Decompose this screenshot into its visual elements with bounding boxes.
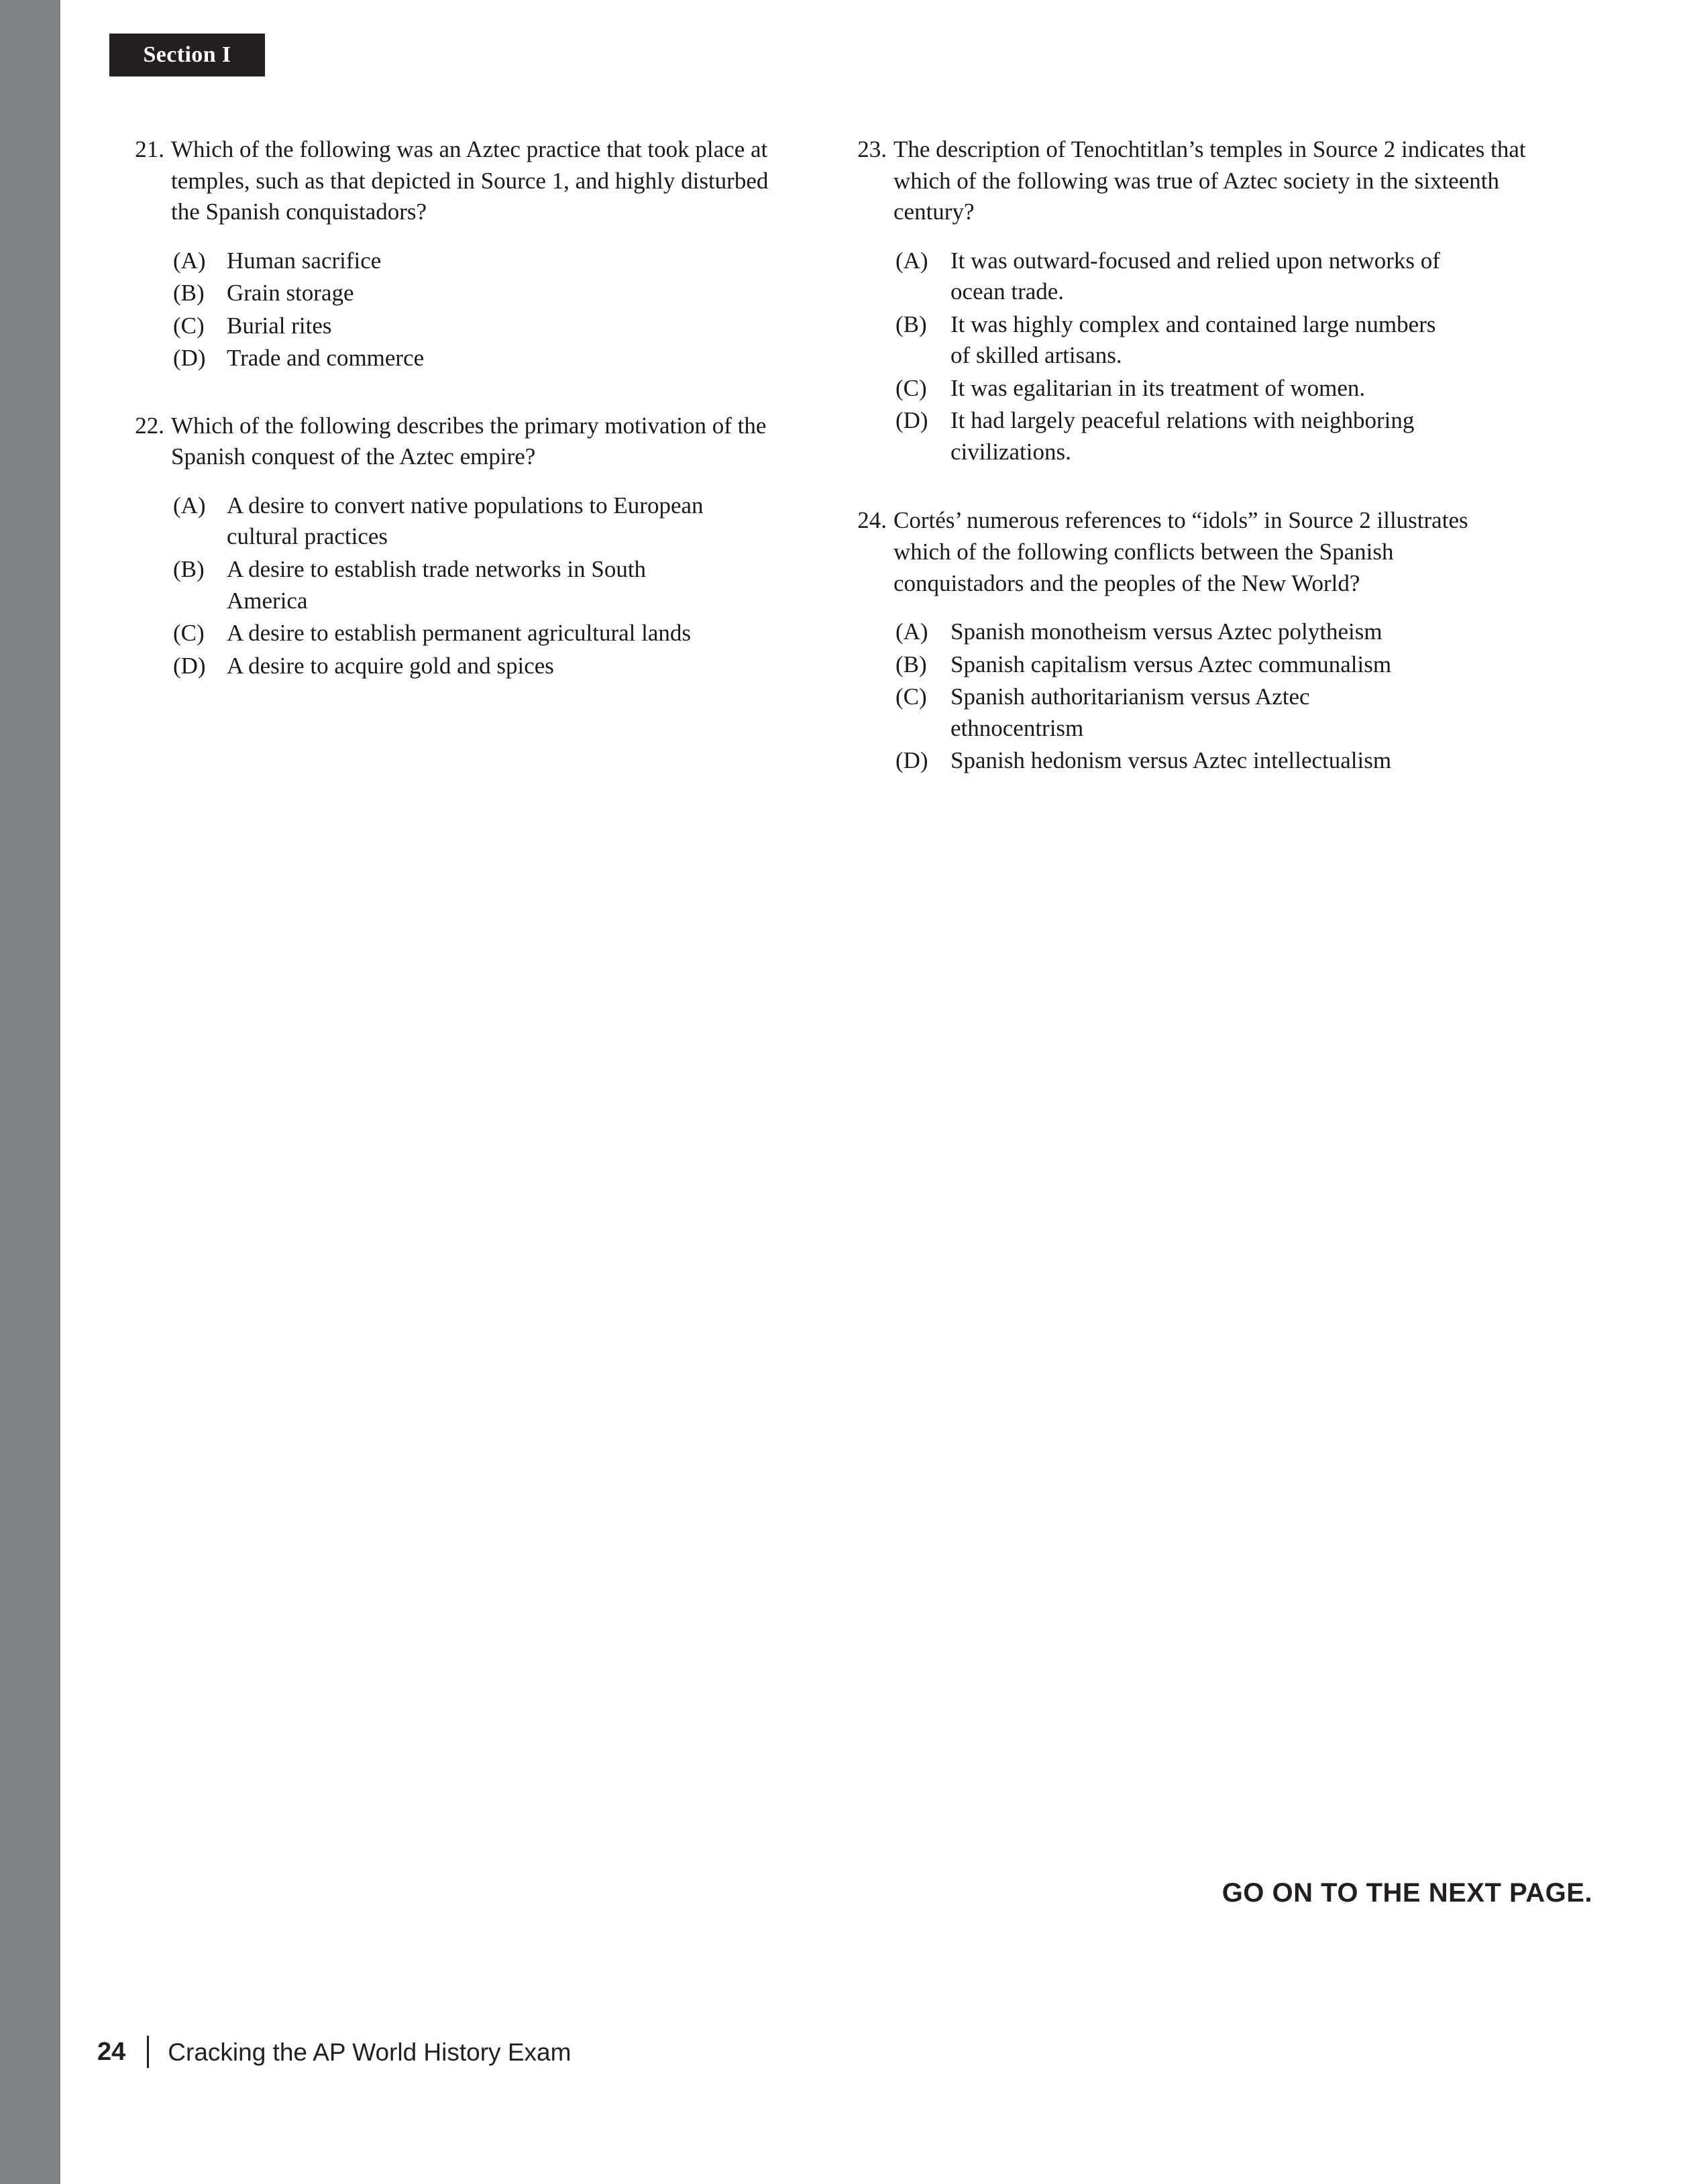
option-text: Spanish capitalism versus Aztec communalism xyxy=(951,651,1392,677)
answer-option[interactable] xyxy=(895,649,1526,681)
answer-option[interactable] xyxy=(895,681,1526,744)
answer-option[interactable] xyxy=(173,618,797,649)
option-letter: (D) xyxy=(173,652,206,679)
question-stem-text: Cortés’ numerous references to “idols” in Source 2 illustrates which of the following conflicts between the Spanish conquistadors and the peoples of the New World? xyxy=(893,507,1468,596)
option-letter: (A) xyxy=(895,618,928,645)
question-stem-text: The description of Tenochtitlan’s temples in Source 2 indicates that which of the following was true of Aztec society in the sixteenth century? xyxy=(893,136,1526,225)
question-23 xyxy=(849,134,1526,468)
option-text: It was outward-focused and relied upon networks of xyxy=(951,247,1440,274)
option-text-continuation: America xyxy=(227,587,308,614)
option-letter: (B) xyxy=(173,280,205,307)
option-text: Human sacrifice xyxy=(227,247,382,274)
question-number: 22. xyxy=(135,412,164,439)
option-text: It was highly complex and contained large numbers xyxy=(951,311,1436,337)
option-text: It was egalitarian in its treatment of women. xyxy=(951,374,1366,401)
answer-option[interactable] xyxy=(895,245,1526,308)
section-header-tab xyxy=(109,34,265,76)
question-stem xyxy=(126,411,797,473)
footer-divider-rule xyxy=(147,2036,149,2068)
option-text: Trade and commerce xyxy=(227,345,425,372)
option-letter: (A) xyxy=(895,247,928,274)
answer-option[interactable] xyxy=(173,311,797,342)
option-letter: (A) xyxy=(173,247,206,274)
book-title: Cracking the AP World History Exam xyxy=(168,2038,572,2066)
option-letter: (C) xyxy=(895,374,927,401)
option-letter: (D) xyxy=(895,747,928,774)
option-text-continuation: ocean trade. xyxy=(951,278,1065,305)
option-text: Spanish authoritarianism versus Aztec xyxy=(951,684,1310,710)
answer-option[interactable] xyxy=(173,490,797,553)
option-letter: (D) xyxy=(895,407,928,434)
answer-option[interactable] xyxy=(173,278,797,309)
answer-options xyxy=(849,616,1526,777)
answer-option[interactable] xyxy=(895,373,1526,404)
left-gray-margin-bar xyxy=(0,0,60,2184)
answer-option[interactable] xyxy=(895,405,1526,468)
option-text: It had largely peaceful relations with neighboring xyxy=(951,407,1415,434)
question-22 xyxy=(126,411,797,681)
option-text-continuation: civilizations. xyxy=(951,438,1071,465)
option-text-continuation: cultural practices xyxy=(227,523,388,550)
answer-option[interactable] xyxy=(173,343,797,374)
page-number: 24 xyxy=(97,2038,126,2066)
option-letter: (A) xyxy=(173,492,206,518)
page-sheet xyxy=(60,0,1683,2184)
option-text: A desire to convert native populations to European xyxy=(227,492,704,518)
section-header-label: Section I xyxy=(143,42,231,67)
option-letter: (B) xyxy=(895,311,927,337)
option-letter: (B) xyxy=(173,556,205,583)
option-text-continuation: ethnocentrism xyxy=(951,714,1084,741)
question-number: 21. xyxy=(135,136,164,162)
answer-option[interactable] xyxy=(895,745,1526,777)
answer-option[interactable] xyxy=(173,554,797,616)
question-stem xyxy=(126,134,797,228)
option-text: Spanish monotheism versus Aztec polytheism xyxy=(951,618,1382,645)
left-column xyxy=(126,134,797,712)
answer-option[interactable] xyxy=(895,616,1526,648)
question-stem-text: Which of the following describes the primary motivation of the Spanish conquest of the Aztec empire? xyxy=(171,412,767,470)
option-text: Burial rites xyxy=(227,312,332,339)
go-on-to-next-page-notice: GO ON TO THE NEXT PAGE. xyxy=(1221,1878,1592,1908)
option-text: Spanish hedonism versus Aztec intellectualism xyxy=(951,747,1392,774)
question-number: 23. xyxy=(857,136,887,162)
answer-option[interactable] xyxy=(895,309,1526,372)
option-text: A desire to establish trade networks in South xyxy=(227,556,647,583)
option-letter: (B) xyxy=(895,651,927,677)
answer-option[interactable] xyxy=(173,651,797,682)
option-text: A desire to acquire gold and spices xyxy=(227,652,554,679)
answer-option[interactable] xyxy=(173,245,797,277)
question-stem-text: Which of the following was an Aztec practice that took place at temples, such as that depicted in Source 1, and highly disturbed the Spanish conquistadors? xyxy=(171,136,769,225)
option-text: A desire to establish permanent agricultural lands xyxy=(227,620,692,647)
option-text-continuation: of skilled artisans. xyxy=(951,342,1122,369)
answer-options xyxy=(126,490,797,681)
question-number: 24. xyxy=(857,507,887,534)
page-footer xyxy=(97,2036,571,2068)
right-column xyxy=(849,134,1526,808)
option-letter: (C) xyxy=(895,684,927,710)
answer-options xyxy=(849,245,1526,468)
option-letter: (C) xyxy=(173,312,205,339)
question-21 xyxy=(126,134,797,374)
question-stem xyxy=(849,505,1526,599)
question-stem xyxy=(849,134,1526,228)
option-letter: (D) xyxy=(173,345,206,372)
question-24 xyxy=(849,505,1526,776)
option-letter: (C) xyxy=(173,620,205,647)
option-text: Grain storage xyxy=(227,280,354,307)
answer-options xyxy=(126,245,797,374)
